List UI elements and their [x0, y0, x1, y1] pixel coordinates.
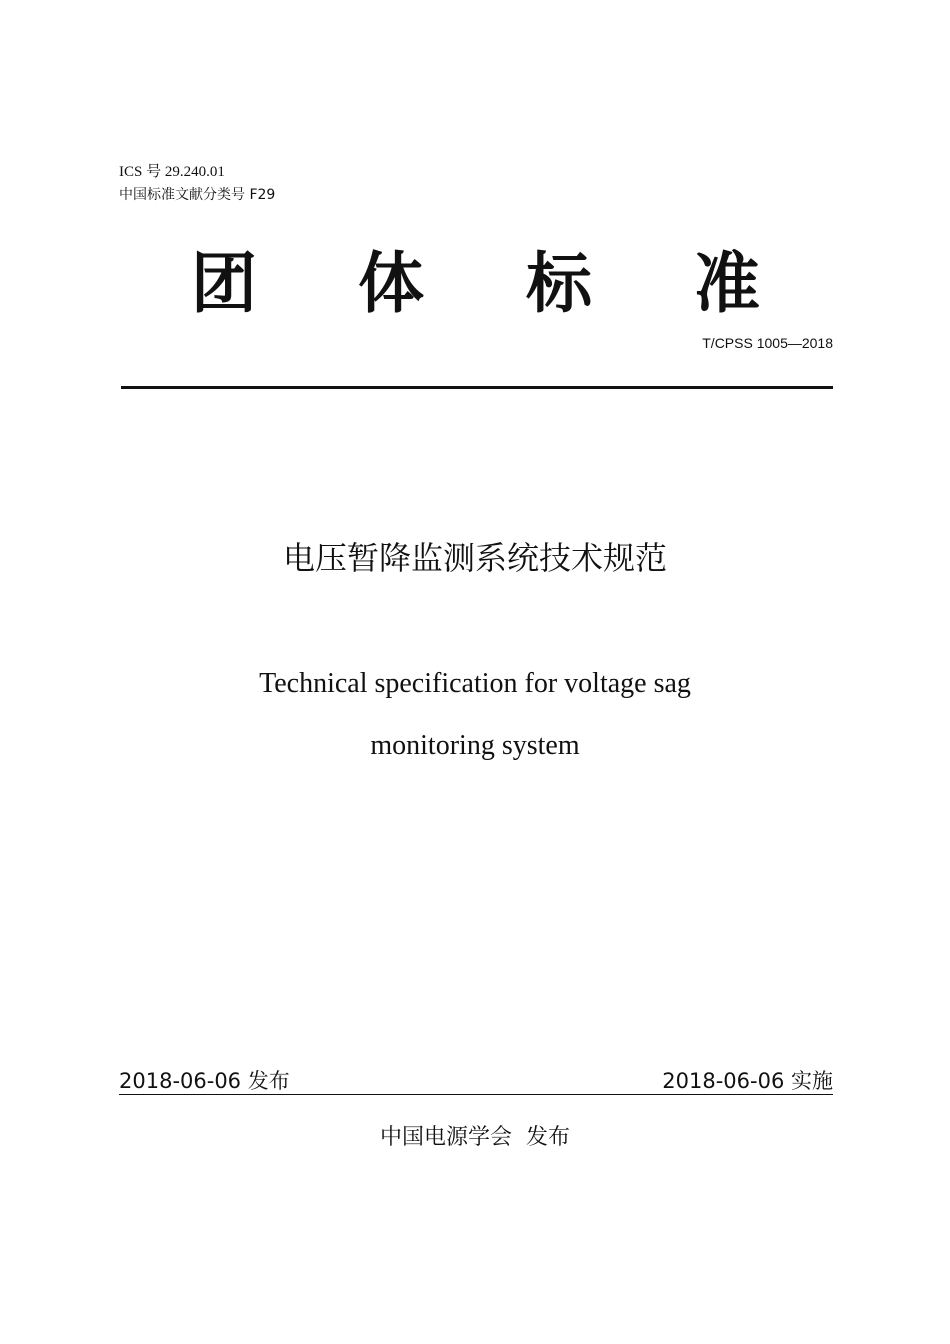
standard-type-char-1: 团 — [191, 245, 257, 322]
publisher: 中国电源学会 发布 — [380, 1125, 570, 1150]
ics-number: ICS 号 29.240.01 — [119, 164, 225, 180]
ccs-classification: 中国标准文献分类号 F29 — [119, 187, 276, 203]
standard-type-char-4: 准 — [694, 245, 760, 322]
standard-type-heading — [0, 244, 950, 324]
implementation-date: 2018-06-06 实施 — [662, 1069, 833, 1093]
standard-type-char-2: 体 — [358, 245, 424, 322]
standard-type-char-3: 标 — [526, 245, 592, 322]
footer-divider — [119, 1094, 833, 1095]
title-english-line-2: monitoring system — [370, 730, 580, 761]
title-chinese: 电压暂降监测系统技术规范 — [282, 539, 667, 577]
issue-date: 2018-06-06 发布 — [119, 1069, 290, 1093]
title-english-line-1: Technical specification for voltage sag — [259, 668, 691, 699]
standard-code: T/CPSS 1005—2018 — [702, 335, 833, 351]
header-divider — [121, 386, 833, 389]
